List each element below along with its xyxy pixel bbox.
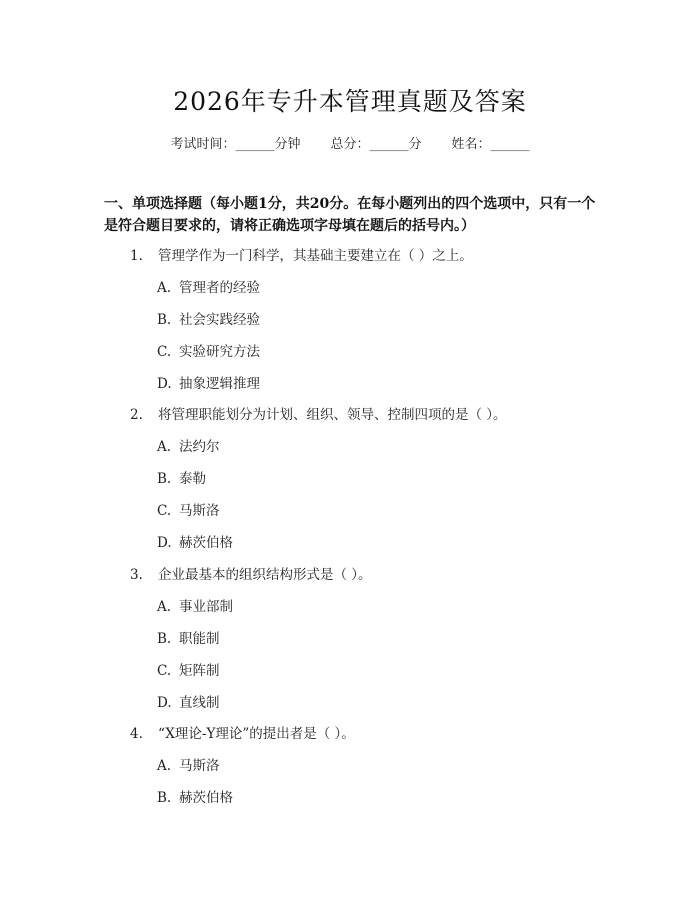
- question-text: 将管理职能划分为计划、组织、领导、控制四项的是（ ）。: [158, 407, 507, 423]
- name-field: 姓名：______: [451, 137, 530, 152]
- option-letter: C.: [157, 344, 172, 360]
- option-text: 法约尔: [179, 439, 220, 455]
- question-number: 1.: [130, 248, 143, 264]
- question-3-option-d: [157, 691, 220, 711]
- option-text: 管理者的经验: [179, 280, 260, 296]
- total-score-field: 总分：______分: [330, 137, 422, 152]
- option-text: 马斯洛: [179, 503, 220, 519]
- question-text: 管理学作为一门科学，其基础主要建立在（ ）之上。: [158, 248, 473, 264]
- question-2: [130, 403, 507, 423]
- option-text: 矩阵制: [179, 663, 220, 679]
- option-letter: A.: [157, 758, 172, 774]
- option-letter: A.: [157, 280, 172, 296]
- option-text: 直线制: [179, 695, 220, 711]
- question-1-option-c: [157, 340, 260, 360]
- question-4: [130, 722, 355, 742]
- question-3-option-a: [157, 595, 233, 615]
- question-1: [130, 244, 473, 264]
- option-letter: B.: [157, 631, 172, 647]
- question-2-option-d: [157, 531, 233, 551]
- option-letter: B.: [157, 790, 172, 806]
- question-2-option-c: [157, 499, 220, 519]
- option-letter: A.: [157, 439, 172, 455]
- option-letter: C.: [157, 503, 172, 519]
- option-text: 泰勒: [179, 471, 206, 487]
- section-heading: 一、单项选择题（每小题1分，共20分。在每小题列出的四个选项中，只有一个是符合题目要求的，请将正确选项字母填在题后的括号内。）: [104, 196, 596, 234]
- option-text: 事业部制: [179, 599, 233, 615]
- question-1-option-d: [157, 372, 260, 392]
- option-letter: C.: [157, 663, 172, 679]
- question-3-option-b: [157, 627, 220, 647]
- question-text: “X理论-Y理论”的提出者是（ ）。: [158, 726, 355, 742]
- option-letter: D.: [157, 535, 172, 551]
- option-letter: D.: [157, 695, 172, 711]
- option-text: 赫茨伯格: [179, 790, 233, 806]
- question-2-option-a: [157, 435, 220, 455]
- question-4-option-b: [157, 786, 233, 806]
- question-number: 2.: [130, 407, 143, 423]
- question-3: [130, 563, 372, 583]
- option-text: 实验研究方法: [179, 344, 260, 360]
- question-number: 4.: [130, 726, 143, 742]
- option-text: 马斯洛: [179, 758, 220, 774]
- exam-time-field: 考试时间：______分钟: [170, 137, 301, 152]
- option-letter: A.: [157, 599, 172, 615]
- question-text: 企业最基本的组织结构形式是（ ）。: [158, 567, 372, 583]
- question-1-option-a: [157, 276, 260, 296]
- option-text: 社会实践经验: [179, 312, 260, 328]
- option-text: 职能制: [179, 631, 220, 647]
- option-letter: B.: [157, 312, 172, 328]
- question-number: 3.: [130, 567, 143, 583]
- question-4-option-a: [157, 754, 220, 774]
- question-1-option-b: [157, 308, 260, 328]
- option-text: 抽象逻辑推理: [179, 376, 260, 392]
- question-3-option-c: [157, 659, 220, 679]
- option-letter: D.: [157, 376, 172, 392]
- page-title: 2026年专升本管理真题及答案: [173, 87, 527, 116]
- exam-meta-line: [0, 133, 700, 152]
- option-letter: B.: [157, 471, 172, 487]
- question-2-option-b: [157, 467, 206, 487]
- option-text: 赫茨伯格: [179, 535, 233, 551]
